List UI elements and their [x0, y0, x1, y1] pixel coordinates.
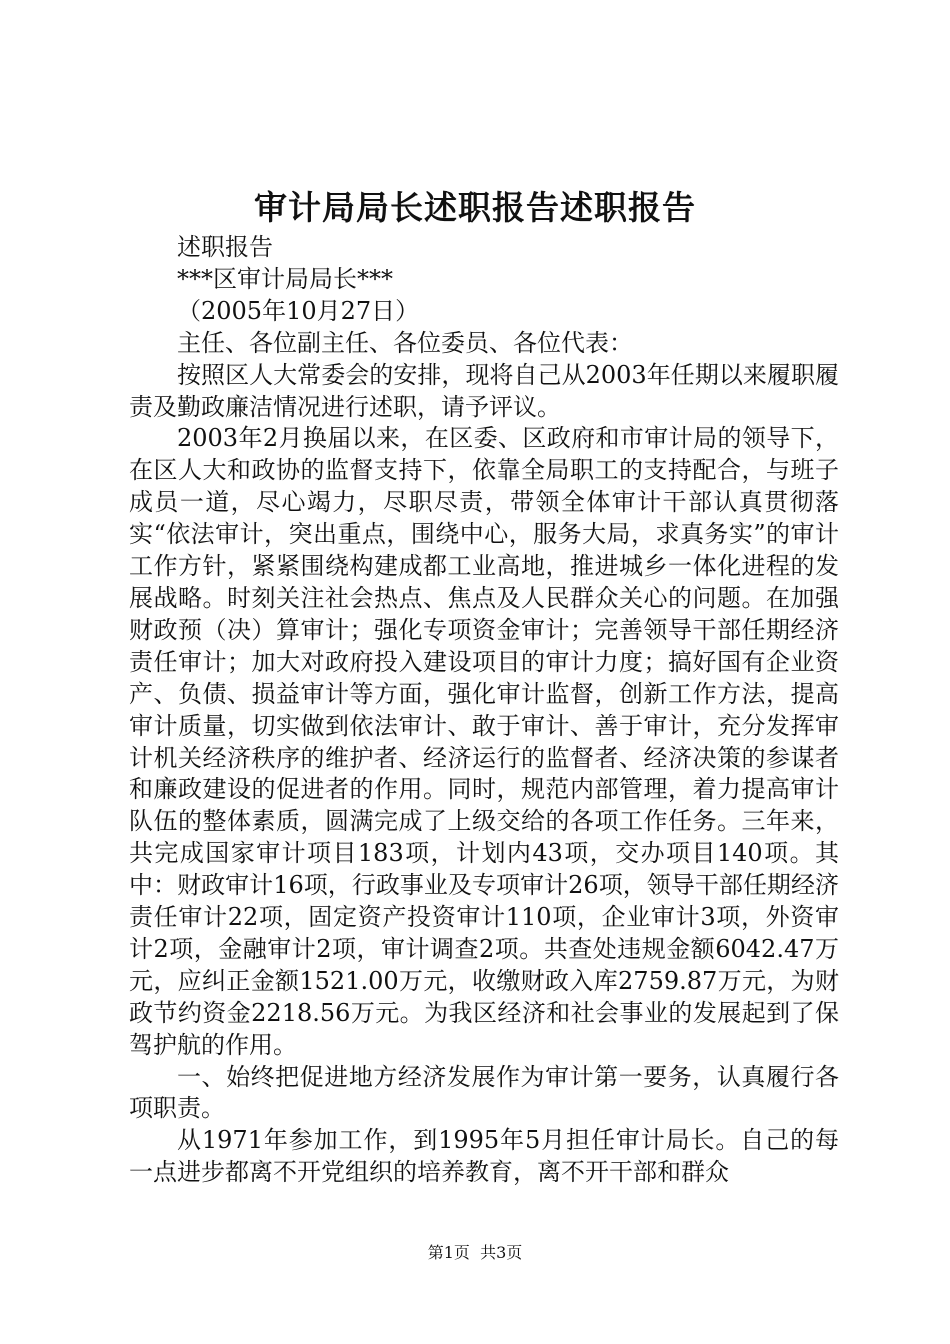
header-line-author: ***区审计局局长*** [177, 264, 393, 293]
paragraph-summary: 2003年2月换届以来，在区委、区政府和市审计局的领导下，在区人大和政协的监督支持下，依靠全局职工的支持配合，与班子成员一道，尽心竭力，尽职尽责，带领全体审计干部认真贯彻落实“依法审计，突出重点，围绕中心，服务大局，求真务实”的审计工作方针，紧紧围绕构建成都工业高地，推进城乡一体化进程的发展战略。时刻关注社会热点、焦点及人民群众关心的问题。在加强财政预（决）算审计；强化专项资金审计；完善领导干部任期经济责任审计；加大对政府投入建设项目的审计力度；搞好国有企业资产、负债、损益审计等方面，强化审计监督，创新工作方法，提高审计质量，切实做到依法审计、敢于审计、善于审计，充分发挥审计机关经济秩序的维护者、经济运行的监督者、经济决策的参谋者和廉政建设的促进者的作用。同时，规范内部管理，着力提高审计队伍的整体素质，圆满完成了上级交给的各项工作任务。三年来，共完成国家审计项目183项，计划内43项，交办项目140项。其中：财政审计16项，行政事业及专项审计26项，领导干部任期经济责任审计22项，固定资产投资审计110项，企业审计3项，外资审计2项，金融审计2项，审计调查2项。共查处违规金额6042.47万元，应纠正金额1521.00万元，收缴财政入库2759.87万元，为财政节约资金2218.56万元。为我区经济和社会事业的发展起到了保驾护航的作用。 [129, 424, 839, 1059]
header-line-salutation: 主任、各位副主任、各位委员、各位代表： [177, 328, 633, 357]
paragraph-intro: 按照区人大常委会的安排，现将自己从2003年任期以来履职履责及勤政廉洁情况进行述职，请予评议。 [129, 360, 839, 421]
header-line-report: 述职报告 [177, 233, 273, 261]
paragraph-section-one: 一、始终把促进地方经济发展作为审计第一要务，认真履行各项职责。 [129, 1062, 839, 1123]
paragraph-career: 从1971年参加工作，到1995年5月担任审计局长。自己的每一点进步都离不开党组织的培养教育，离不开干部和群众 [129, 1126, 839, 1187]
document-title: 审计局局长述职报告述职报告 [254, 188, 696, 227]
header-line-date: （2005年10月27日） [177, 296, 420, 325]
document-body [129, 232, 839, 1189]
page-footer: 第1页 共3页 [427, 1243, 523, 1262]
